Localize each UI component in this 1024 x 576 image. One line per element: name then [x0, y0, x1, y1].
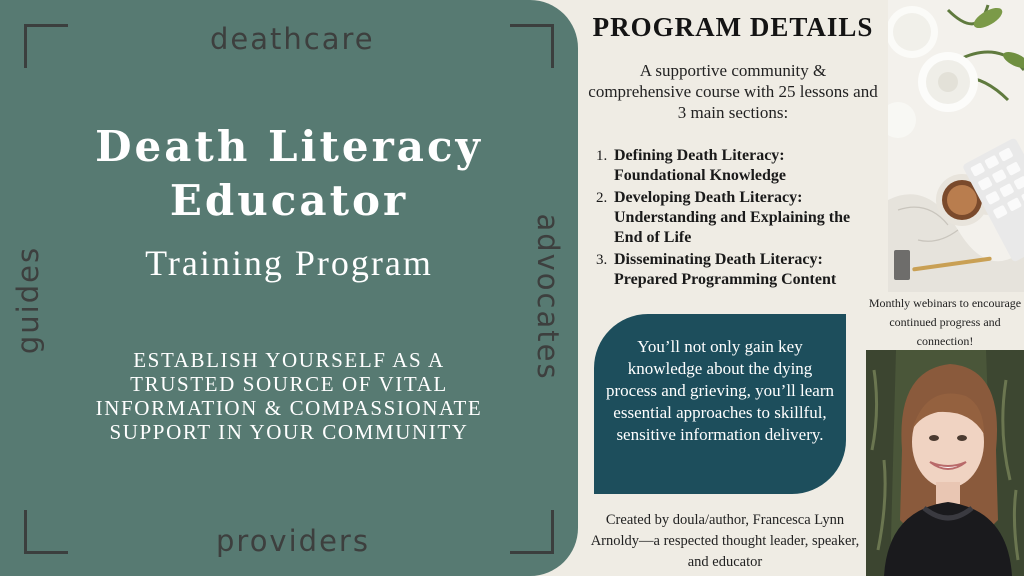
list-number: 1.	[596, 148, 608, 164]
corner-bracket-bottom-right	[510, 510, 554, 554]
list-number: 2.	[596, 190, 608, 206]
list-number: 3.	[596, 252, 608, 268]
section-label: Developing Death Literacy: Understanding and Explaining the End of Life	[614, 189, 851, 246]
corner-bracket-bottom-left	[24, 510, 68, 554]
creator-credit: Created by doula/author, Francesca Lynn Arnoldy—a respected thought leader, speaker, and educator	[590, 512, 860, 570]
corner-bracket-top-right	[510, 24, 554, 68]
program-intro: A supportive community & comprehensive course with 25 lessons and 3 main sections:	[588, 61, 878, 122]
corner-bracket-top-left	[24, 24, 68, 68]
section-label: Defining Death Literacy: Foundational Knowledge	[614, 147, 787, 184]
list-item	[596, 146, 868, 186]
title-line-2: Educator	[169, 176, 409, 225]
tagline: ESTABLISH YOURSELF AS A TRUSTED SOURCE OF VITAL INFORMATION & COMPASSIONATE SUPPORT IN YOUR COMMUNITY	[95, 348, 483, 444]
webinar-note: Monthly webinars to encourage continued progress and connection!	[868, 296, 1022, 348]
benefit-callout: You’ll not only gain key knowledge about the dying process and grieving, you’ll learn essential approaches to skillful, sensitive information delivery.	[594, 314, 846, 494]
subtitle: Training Program	[145, 243, 433, 283]
word-providers: providers	[216, 524, 370, 558]
section-list	[596, 146, 868, 292]
section-label: Disseminating Death Literacy: Prepared Programming Content	[614, 251, 837, 288]
title-line-1: Death Literacy	[95, 122, 483, 171]
word-advocates: advocates	[531, 213, 565, 381]
educator-portrait-photo-icon	[866, 350, 1024, 576]
program-details-heading: PROGRAM DETAILS	[592, 12, 874, 42]
flowers-coffee-keyboard-photo-icon	[888, 0, 1024, 292]
word-guides: guides	[11, 245, 45, 355]
word-deathcare: deathcare	[210, 22, 375, 56]
list-item	[596, 188, 868, 248]
list-item	[596, 250, 868, 290]
